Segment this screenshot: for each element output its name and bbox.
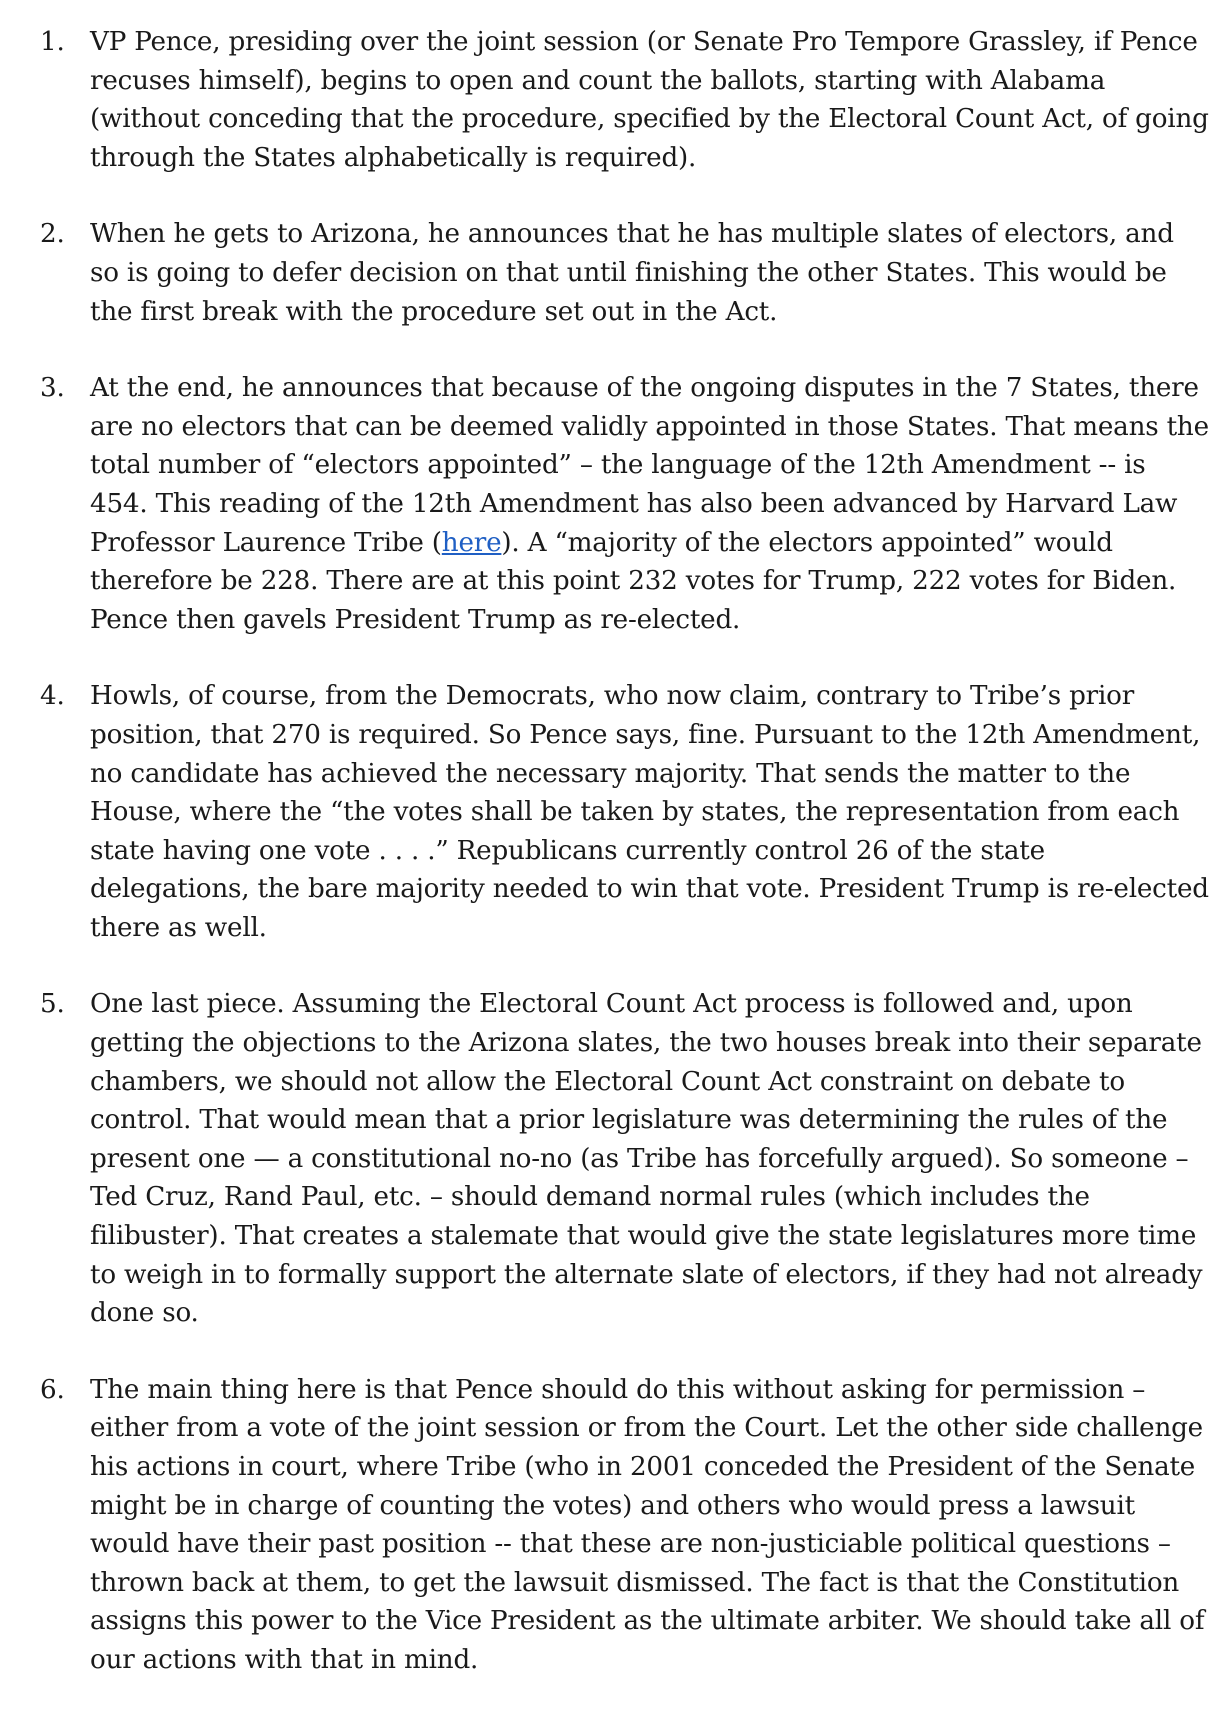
item-text: Howls, of course, from the Democrats, who now claim, contrary to Tribe’s prior position, that 270 is required. So Pence says, fine. Pursuant to the 12th Amendment, no candidate has achieved the necessary majority. That sends the matter to the House, where the “the votes shall be taken by states, the representation from each state having one vote . . . .” Republicans currently control 26 of the state delegations, the bare majority needed to win that vote. President Trump is re-elected there as well. [90, 681, 1209, 943]
item-text: The main thing here is that Pence should do this without asking for permission – either from a vote of the joint session or from the Court. Let the other side challenge his actions in court, where Tribe (who in 2001 conceded the President of the Senate might be in charge of counting the votes) and others who would press a lawsuit would have their past position -- that these are non-justiciable political questions – thrown back at them, to get the lawsuit dismissed. The fact is that the Constitution assigns this power to the Vice President as the ultimate arbiter. We should take all of our actions with that in mind. [90, 1374, 1205, 1675]
item-number: 4. [40, 681, 65, 712]
item-number: 1. [40, 27, 65, 57]
item-number: 3. [40, 373, 65, 404]
list-item-4 [0, 677, 1210, 947]
tribe-here-link[interactable]: here [441, 527, 502, 558]
item-text [90, 369, 1210, 639]
list-item-2 [0, 215, 1210, 331]
item-text: When he gets to Arizona, he announces that he has multiple slates of electors, and so is going to defer decision on that until finishing the other States. This would be the first break with the procedure set out in the Act. [90, 219, 1174, 327]
numbered-list [0, 23, 1210, 1680]
list-item-5 [0, 985, 1210, 1332]
item-number: 5. [40, 989, 65, 1020]
item-number: 6. [40, 1374, 65, 1405]
item-text: VP Pence, presiding over the joint session (or Senate Pro Tempore Grassley, if Pence recuses himself), begins to open and count the ballots, starting with Alabama (without conceding that the procedure, specified by the Electoral Count Act, of going through the States alphabetically is required). [90, 27, 1209, 173]
list-item-3 [0, 369, 1210, 639]
item-text-after-link: ). A “majority of the electors appointed” would therefore be 228. There are at this point 232 votes for Trump, 222 votes for Biden. Pence then gavels President Trump as re-elected. [90, 527, 1177, 635]
item-text-before-link: At the end, he announces that because of the ongoing disputes in the 7 States, there are no electors that can be deemed validly appointed in those States. That means the total number of “electors appointed” – the language of the 12th Amendment -- is 454. This reading of the 12th Amendment has also been advanced by Harvard Law Professor Laurence Tribe ( [90, 373, 1209, 558]
item-number: 2. [40, 219, 65, 250]
item-text: One last piece. Assuming the Electoral Count Act process is followed and, upon getting the objections to the Arizona slates, the two houses break into their separate chambers, we should not allow the Electoral Count Act constraint on debate to control. That would mean that a prior legislature was determining the rules of the present one — a constitutional no-no (as Tribe has forcefully argued). So someone – Ted Cruz, Rand Paul, etc. – should demand normal rules (which includes the filibuster). That creates a stalemate that would give the state legislatures more time to weigh in to formally support the alternate slate of electors, if they had not already done so. [90, 989, 1203, 1329]
list-item-6 [0, 1371, 1210, 1680]
list-item-1 [0, 23, 1210, 177]
